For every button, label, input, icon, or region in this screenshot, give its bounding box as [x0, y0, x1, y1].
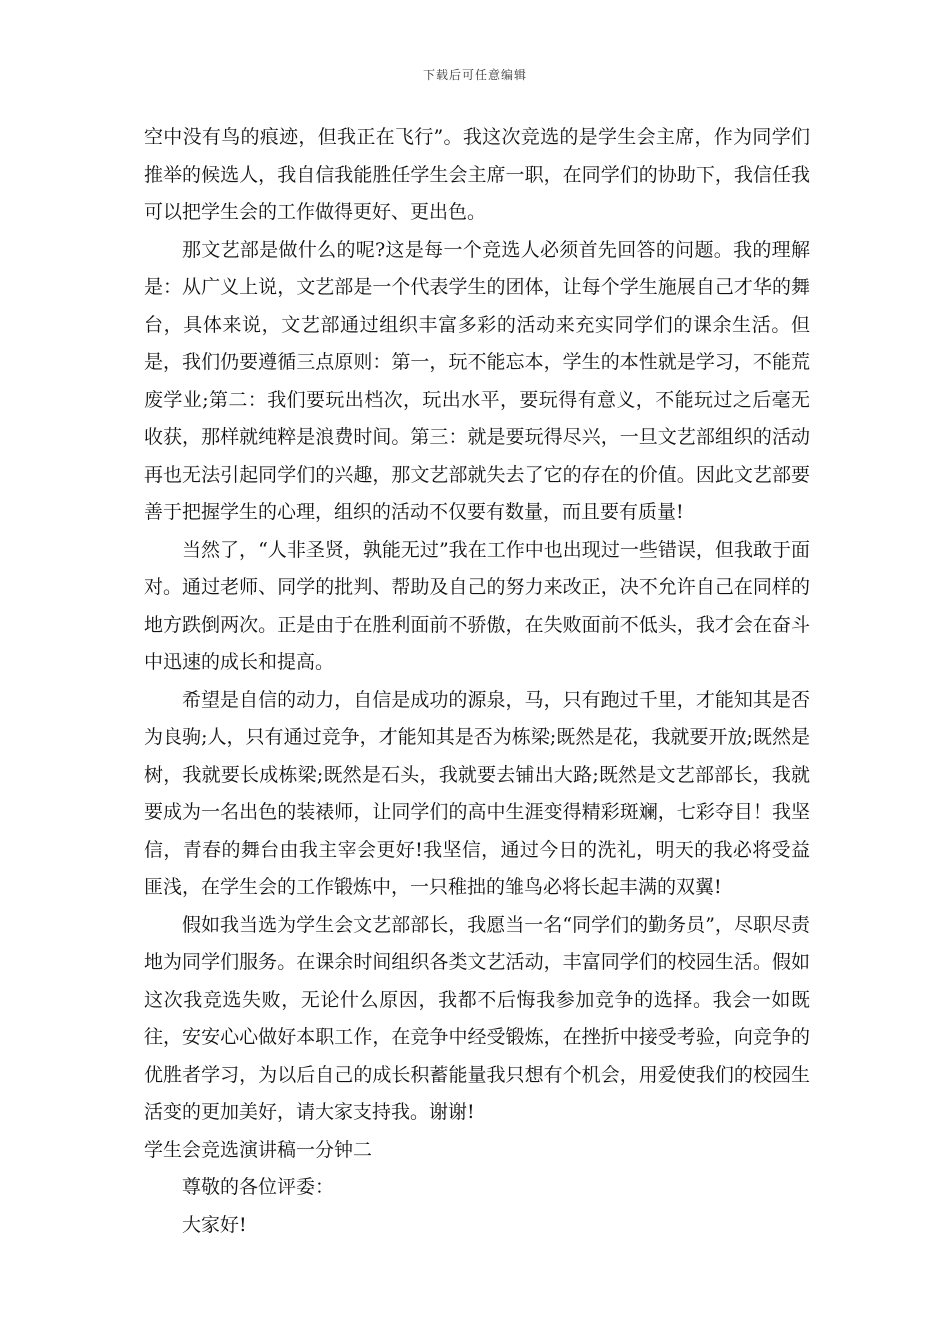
paragraph-2: 那文艺部是做什么的呢?这是每一个竞选人必须首先回答的问题。我的理解是：从广义上说，文艺部是一个代表学生的团体，让每个学生施展自己才华的舞台，具体来说，文艺部通过组织丰富多彩的活动来充实同学们的课余生活。但是，我们仍要遵循三点原则：第一，玩不能忘本，学生的本性就是学习，不能荒废学业;第二：我们要玩出档次，玩出水平，要玩得有意义，不能玩过之后毫无收获，那样就纯粹是浪费时间。第三：就是要玩得尽兴，一旦文艺部组织的活动再也无法引起同学们的兴趣，那文艺部就失去了它的存在的价值。因此文艺部要善于把握学生的心理，组织的活动不仅要有数量，而且要有质量!	[144, 238, 810, 523]
section-title: 学生会竞选演讲稿一分钟二	[144, 1138, 373, 1161]
paragraph-4: 希望是自信的动力，自信是成功的源泉，马，只有跑过千里，才能知其是否为良驹;人，只有通过竞争，才能知其是否为栋梁;既然是花，我就要开放;既然是树，我就要长成栋梁;既然是石头，我就要去铺出大路;既然是文艺部部长，我就要成为一名出色的装裱师，让同学们的高中生涯变得精彩斑斓，七彩夺目！我坚信，青春的舞台由我主宰会更好!我坚信，通过今日的洗礼，明天的我必将受益匪浅，在学生会的工作锻炼中，一只稚拙的雏鸟必将长起丰满的双翼!	[144, 688, 810, 898]
paragraph-1: 空中没有鸟的痕迹，但我正在飞行”。我这次竞选的是学生会主席，作为同学们推举的候选人，我自信我能胜任学生会主席一职，在同学们的协助下，我信任我可以把学生会的工作做得更好、更出色。	[144, 126, 810, 223]
paragraph-3: 当然了，“人非圣贤，孰能无过”我在工作中也出现过一些错误，但我敢于面对。通过老师、同学的批判、帮助及自己的努力来改正，决不允许自己在同样的地方跌倒两次。正是由于在胜利面前不骄傲，在失败面前不低头，我才会在奋斗中迅速的成长和提高。	[144, 538, 810, 673]
document-body	[144, 119, 810, 1244]
page-header-note: 下载后可任意编辑	[422, 68, 527, 82]
paragraph-5: 假如我当选为学生会文艺部部长，我愿当一名“同学们的勤务员”，尽职尽责地为同学们服务。在课余时间组织各类文艺活动，丰富同学们的校园生活。假如这次我竞选失败，无论什么原因，我都不后悔我参加竞争的选择。我会一如既往，安安心心做好本职工作，在竞争中经受锻炼，在挫折中接受考验，向竞争的优胜者学习，为以后自己的成长积蓄能量我只想有个机会，用爱使我们的校园生活变的更加美好，请大家支持我。谢谢!	[144, 913, 810, 1123]
salutation: 尊敬的各位评委：	[182, 1176, 335, 1198]
greeting: 大家好!	[182, 1213, 247, 1236]
